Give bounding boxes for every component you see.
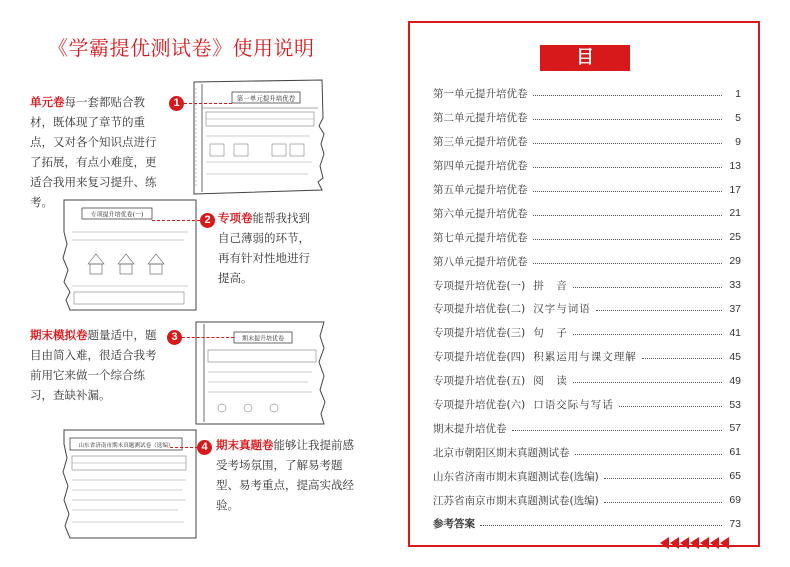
toc-row-leader — [533, 95, 723, 96]
item-1-desc: 每一套都贴合教材，既体现了章节的重点，又对各个知识点进行了拓展，有点小难度，更适合我用来复习提升、练考。 — [30, 95, 157, 209]
toc-row — [433, 345, 741, 369]
toc-row-page: 25 — [729, 231, 741, 244]
toc-row-leader — [573, 287, 722, 288]
toc-row — [433, 106, 741, 130]
toc-row — [433, 440, 741, 464]
toc-row-label: 专项提升培优卷(五) — [433, 375, 526, 388]
toc-heading: 目 录 — [540, 45, 630, 71]
thumbnail-real-title: 山东省济南市期末真题测试卷（选编） — [78, 443, 174, 449]
toc-row — [433, 393, 741, 417]
item-2-text — [218, 208, 314, 288]
thumbnail-unit-title: 第一单元提升培优卷 — [236, 94, 296, 103]
toc-row-page: 5 — [735, 111, 741, 124]
toc-row-label: 专项提升培优卷(六) — [433, 399, 526, 412]
toc-row-leader — [533, 191, 723, 192]
toc-row-label: 专项提升培优卷(二) — [433, 303, 526, 316]
toc-row-label: 参考答案 — [433, 518, 475, 531]
toc-row-page: 9 — [735, 135, 741, 148]
item-3-text — [30, 325, 162, 405]
toc-row-page: 1 — [735, 87, 741, 100]
item-4-number: 4 — [197, 440, 212, 455]
toc-row-label: 专项提升培优卷(三) — [433, 327, 526, 340]
connector-4 — [170, 447, 198, 448]
toc-row-label: 第八单元提升培优卷 — [433, 255, 528, 268]
toc-row — [433, 201, 741, 225]
toc-row-page: 37 — [729, 302, 741, 315]
toc-row-page: 53 — [729, 398, 741, 411]
toc-row-leader — [604, 502, 722, 503]
toc-row-label: 期末提升培优卷 — [433, 422, 507, 435]
toc-row — [433, 416, 741, 440]
toc-row — [433, 297, 741, 321]
toc-row-label: 山东省济南市期末真题测试卷(选编) — [433, 470, 599, 483]
toc-row-label: 第一单元提升培优卷 — [433, 88, 528, 101]
decorative-arrows-icon — [660, 537, 750, 549]
thumbnail-final-title: 期末提升培优卷 — [241, 335, 285, 343]
toc-row-leader — [533, 263, 723, 264]
toc-row-label: 第三单元提升培优卷 — [433, 136, 528, 149]
page-title: 《学霸提优测试卷》使用说明 — [48, 36, 315, 60]
toc-row-page: 45 — [729, 350, 741, 363]
toc-row — [433, 512, 741, 536]
toc-row — [433, 464, 741, 488]
item-2-desc: 能帮我找到自己薄弱的环节，再有针对性地进行提高。 — [218, 211, 310, 285]
toc-row-page: 21 — [729, 207, 741, 220]
toc-row-page: 33 — [729, 279, 741, 292]
item-2-keyword: 专项卷 — [218, 211, 253, 225]
thumbnail-special-title: 专项提升培优卷(一) — [90, 211, 144, 219]
toc-row — [433, 273, 741, 297]
toc-row — [433, 154, 741, 178]
item-1-text — [30, 92, 162, 212]
toc-row-subtitle: 阅 读 — [533, 375, 568, 388]
toc-row-subtitle: 汉字与词语 — [533, 303, 591, 316]
toc-list — [433, 82, 741, 536]
toc-row-page: 41 — [729, 326, 741, 339]
table-of-contents — [408, 21, 760, 547]
item-4-desc: 能够让我提前感受考场氛围，了解易考题型、易考重点，提高实战经验。 — [216, 438, 354, 512]
toc-row-label: 江苏省南京市期末真题测试卷(选编) — [433, 494, 599, 507]
toc-row-leader — [533, 215, 723, 216]
toc-row — [433, 130, 741, 154]
toc-row-page: 57 — [729, 422, 741, 435]
toc-row-label: 专项提升培优卷(四) — [433, 351, 526, 364]
toc-row-page: 73 — [729, 517, 741, 530]
toc-row-leader — [533, 119, 723, 120]
toc-row-page: 49 — [729, 374, 741, 387]
item-4-text — [216, 435, 356, 515]
toc-row-leader — [596, 310, 722, 311]
toc-row-leader — [533, 239, 723, 240]
toc-row-label: 第五单元提升培优卷 — [433, 184, 528, 196]
toc-row — [433, 249, 741, 273]
toc-row-label: 第七单元提升培优卷 — [433, 231, 528, 244]
toc-row-leader — [573, 334, 722, 335]
toc-row-label: 第二单元提升培优卷 — [433, 112, 528, 125]
item-3-desc: 题量适中，题目由简入难，很适合我考前用它来做一个综合练习，查缺补漏。 — [30, 328, 157, 402]
toc-row-leader — [575, 454, 723, 455]
toc-row — [433, 225, 741, 249]
toc-row-leader — [619, 406, 722, 407]
item-1-keyword: 单元卷 — [30, 95, 65, 109]
toc-row-leader — [480, 525, 722, 526]
toc-row-label: 专项提升培优卷(一) — [433, 279, 526, 292]
toc-row-leader — [533, 167, 723, 168]
thumbnail-final-real-test — [60, 426, 200, 542]
toc-row-subtitle: 拼 音 — [533, 279, 568, 292]
toc-row-subtitle: 口语交际与写话 — [533, 399, 614, 412]
item-4-keyword: 期末真题卷 — [216, 438, 274, 452]
toc-row — [433, 369, 741, 393]
toc-row-label: 北京市朝阳区期末真题测试卷 — [433, 446, 570, 459]
toc-row-page: 65 — [729, 470, 741, 483]
toc-row-leader — [604, 478, 722, 479]
toc-row-subtitle: 积累运用与课文理解 — [533, 351, 637, 364]
thumbnail-final-mock-test — [192, 318, 328, 428]
toc-row-page: 61 — [729, 446, 741, 459]
thumbnail-special-test — [60, 196, 200, 314]
connector-3 — [182, 337, 234, 338]
toc-row-subtitle: 句 子 — [533, 327, 568, 340]
toc-row — [433, 488, 741, 512]
toc-row-page: 13 — [729, 159, 741, 172]
toc-row — [433, 321, 741, 345]
toc-row-leader — [573, 382, 722, 383]
toc-row-page: 69 — [729, 494, 741, 507]
toc-row-label: 第四单元提升培优卷 — [433, 160, 528, 173]
thumbnail-unit-test — [190, 78, 326, 198]
item-1-number: 1 — [169, 96, 184, 111]
item-3-number: 3 — [167, 330, 182, 345]
connector-1 — [184, 103, 232, 104]
toc-row-leader — [642, 358, 722, 359]
toc-row-page: 17 — [729, 183, 741, 196]
item-3-keyword: 期末模拟卷 — [30, 328, 88, 342]
toc-row-page: 29 — [729, 255, 741, 268]
item-2-number: 2 — [200, 213, 215, 228]
toc-row-label: 第六单元提升培优卷 — [433, 207, 528, 220]
connector-2 — [152, 220, 200, 221]
toc-row — [433, 82, 741, 106]
toc-row — [433, 178, 741, 202]
toc-row-leader — [533, 143, 723, 144]
toc-row-leader — [512, 430, 723, 431]
